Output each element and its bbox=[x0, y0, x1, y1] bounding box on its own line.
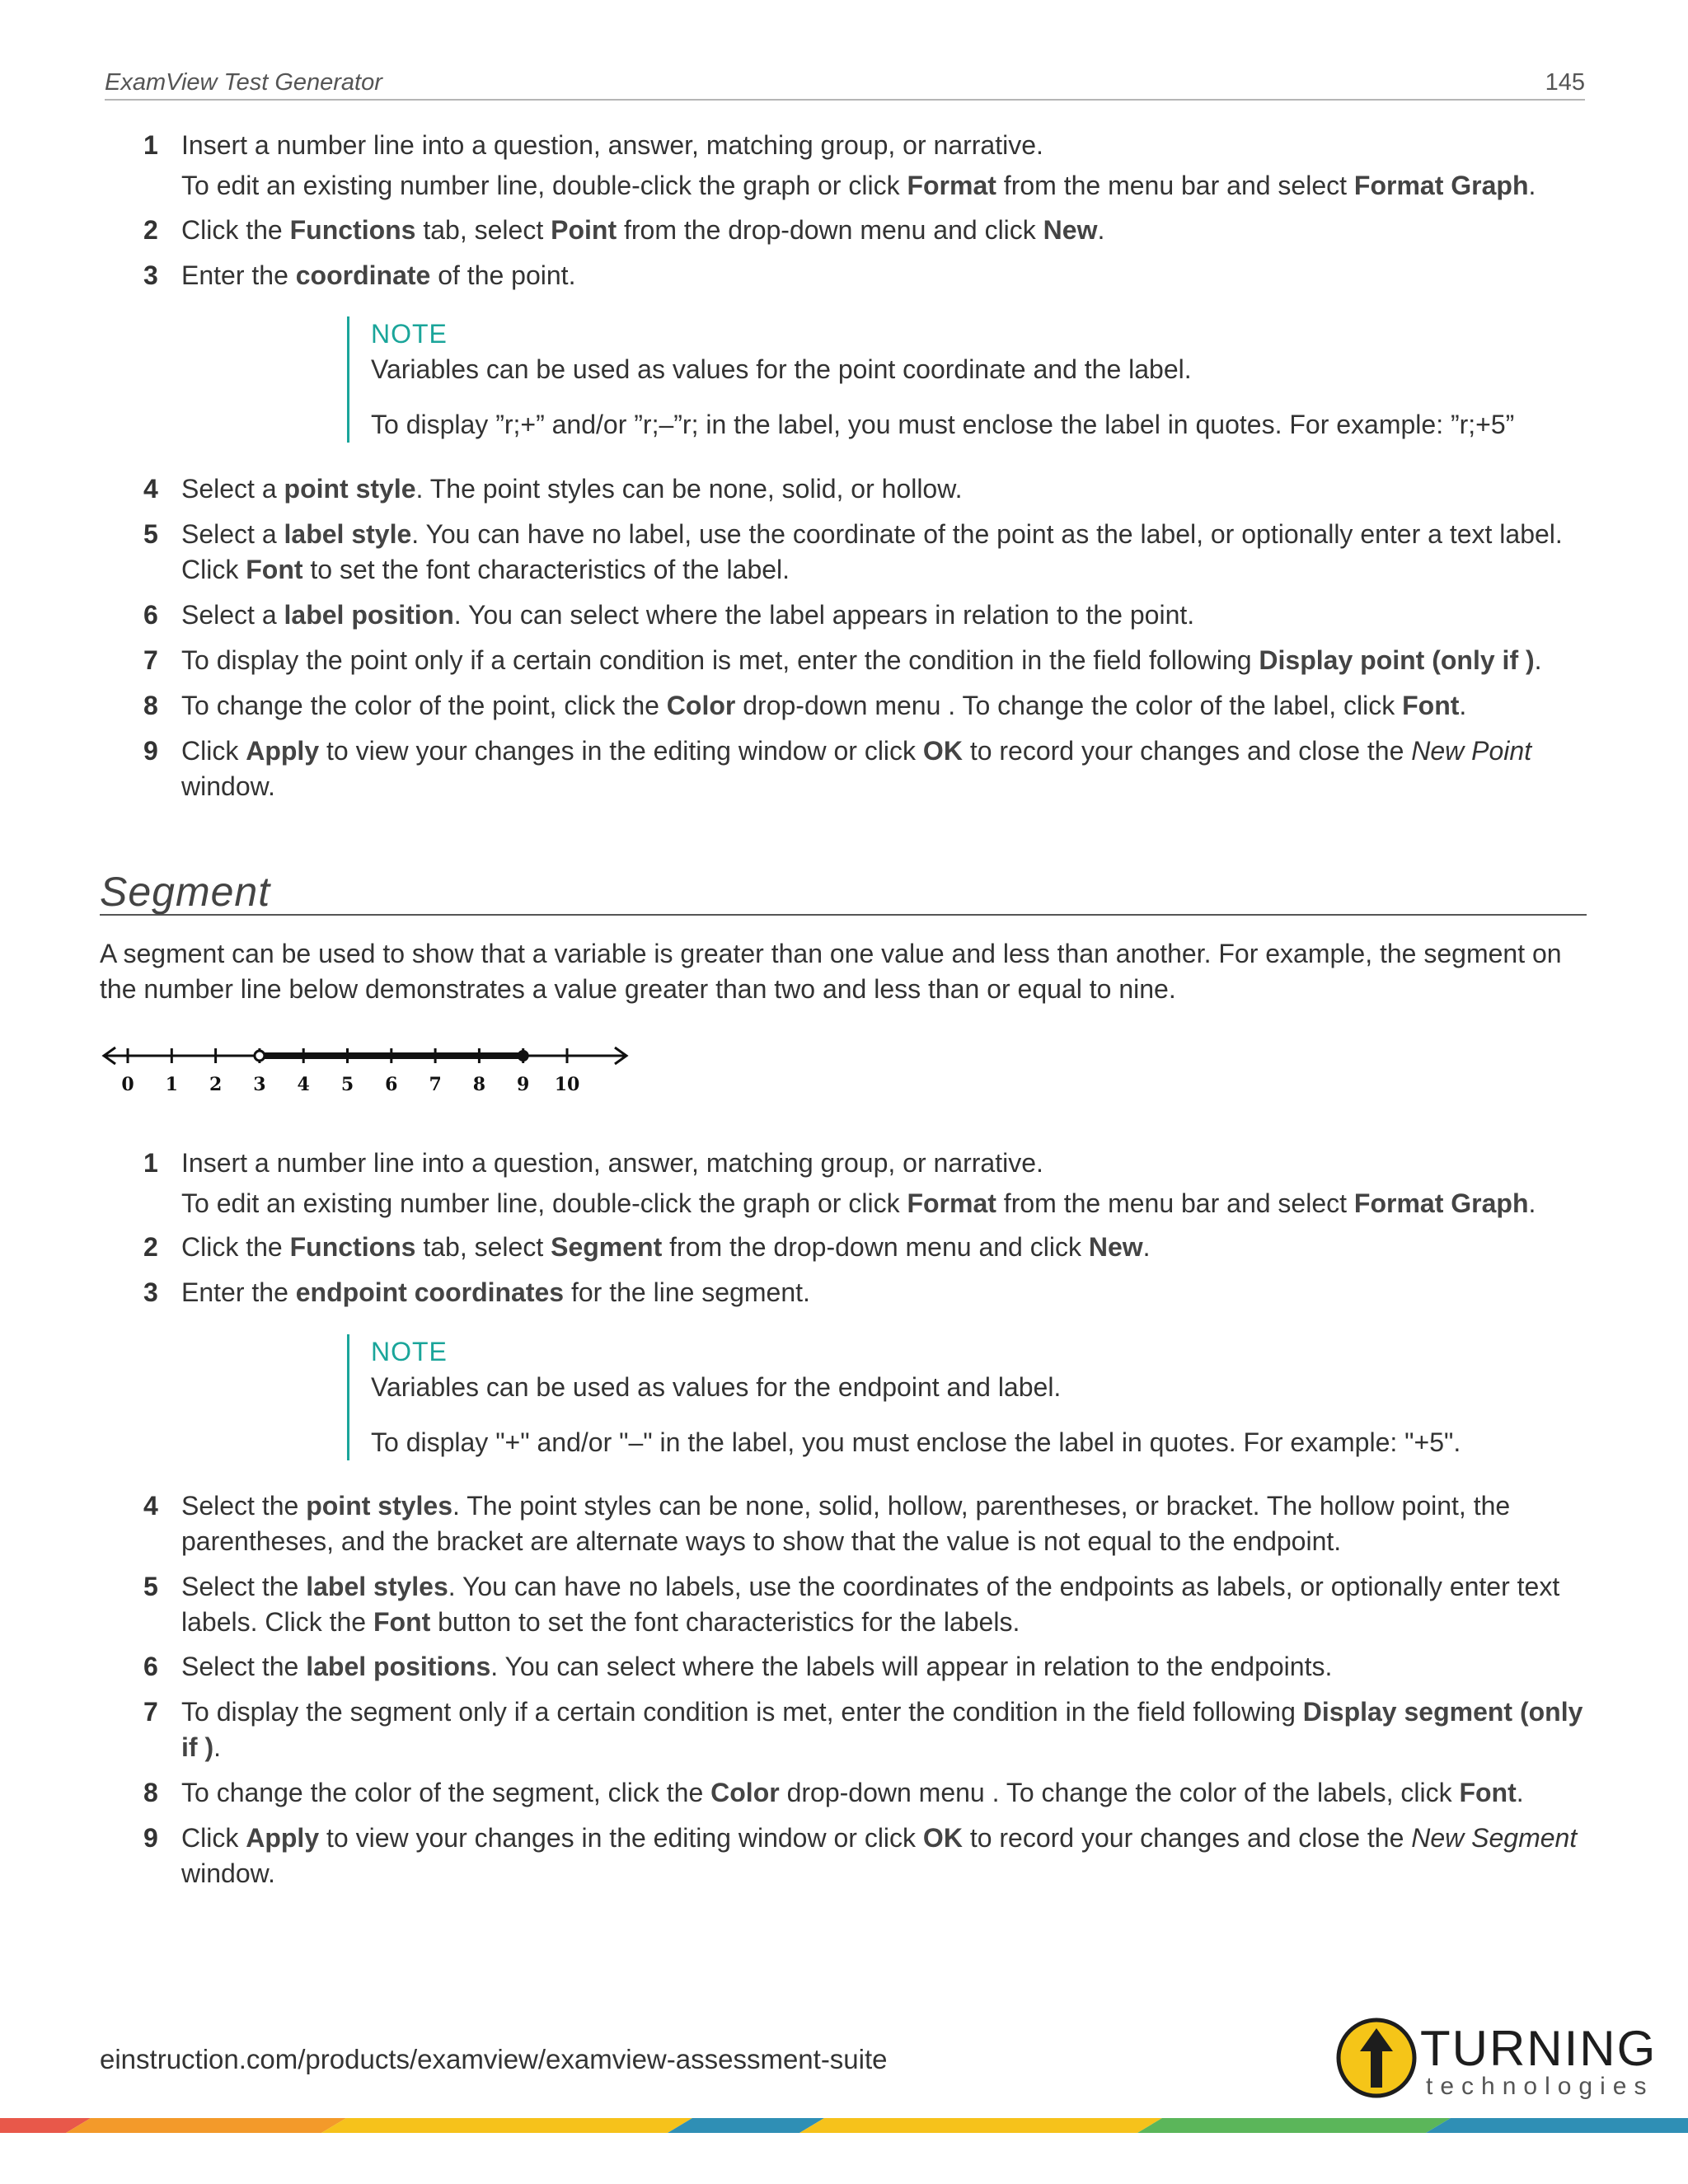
step-subtext: To edit an existing number line, double-click the graph or click Format from the menu bar and select Format Graph. bbox=[181, 1188, 1536, 1218]
step-text: Click Apply to view your changes in the editing window or click OK to record your changes and close the New Point window. bbox=[181, 736, 1532, 801]
step-number: 4 bbox=[143, 474, 158, 504]
note-text: Variables can be used as values for the point coordinate and the label. bbox=[371, 354, 1192, 384]
step-number: 2 bbox=[143, 215, 158, 245]
number-line-tick-label: 8 bbox=[472, 1074, 486, 1095]
step-text: Insert a number line into a question, answer, matching group, or narrative. bbox=[181, 130, 1043, 160]
step-number: 2 bbox=[143, 1232, 158, 1262]
step-number: 5 bbox=[143, 1572, 158, 1601]
step-text: Select the label positions. You can select where the labels will appear in relation to the endpoints. bbox=[181, 1652, 1333, 1681]
number-line-tick-label: 4 bbox=[297, 1074, 310, 1095]
number-line-tick-label: 3 bbox=[253, 1074, 266, 1095]
step-number: 4 bbox=[143, 1491, 158, 1521]
step-text: Insert a number line into a question, answer, matching group, or narrative. bbox=[181, 1148, 1043, 1178]
step-text: To display the segment only if a certain condition is met, enter the condition in the field following Display segment (only if ). bbox=[181, 1697, 1583, 1762]
step-text: Select a label style. You can have no label, use the coordinate of the point as the label, or optionally enter a text label. Click Font to set the font characteristics of the label. bbox=[181, 519, 1563, 584]
footer-url[interactable]: einstruction.com/products/examview/examview-assessment-suite bbox=[100, 2044, 888, 2074]
step-text: To change the color of the segment, click the Color drop-down menu . To change the color of the labels, click Font. bbox=[181, 1778, 1524, 1807]
number-line-tick-label: 1 bbox=[165, 1074, 178, 1095]
step-text: Click Apply to view your changes in the editing window or click OK to record your changes and close the New Segment window. bbox=[181, 1823, 1578, 1888]
number-line-figure bbox=[99, 1043, 643, 1097]
step-text: Enter the endpoint coordinates for the line segment. bbox=[181, 1277, 810, 1307]
step-number: 3 bbox=[143, 1277, 158, 1307]
step-text: Select a point style. The point styles can be none, solid, or hollow. bbox=[181, 474, 963, 504]
page-header bbox=[105, 64, 1585, 101]
step-subtext: To edit an existing number line, double-click the graph or click Format from the menu bar and select Format Graph. bbox=[181, 171, 1536, 200]
step-text: To display the point only if a certain condition is met, enter the condition in the field following Display point (only if ). bbox=[181, 645, 1542, 675]
number-line-tick-label: 10 bbox=[554, 1074, 580, 1095]
note-box bbox=[347, 316, 1607, 443]
page-number: 145 bbox=[1545, 69, 1585, 96]
segment-end-solid-point bbox=[518, 1050, 529, 1062]
number-line-tick-label: 5 bbox=[340, 1074, 354, 1095]
number-line-labels bbox=[121, 1074, 579, 1095]
section-intro: A segment can be used to show that a variable is greater than one value and less than another. For example, the segment on the number line below demonstrates a value greater than two and less than or equal to nine. bbox=[100, 939, 1562, 1004]
note-text: To display ”r;+” and/or ”r;–”r; in the label, you must enclose the label in quotes. For example: ”r;+5” bbox=[371, 410, 1515, 439]
number-line-tick-label: 9 bbox=[517, 1074, 530, 1095]
note-text: To display "+" and/or "–" in the label, you must enclose the label in quotes. For example: "+5". bbox=[371, 1427, 1461, 1457]
segment-start-hollow-point bbox=[255, 1051, 265, 1061]
step-number: 9 bbox=[143, 1823, 158, 1853]
logo-wordmark: TURNING bbox=[1420, 2021, 1658, 2076]
number-line-tick-label: 2 bbox=[209, 1074, 223, 1095]
step-number: 7 bbox=[143, 1697, 158, 1727]
step-text: Select the point styles. The point styles can be none, solid, hollow, parentheses, or bracket. The hollow point, the parentheses, and the bracket are alternate ways to show that the value is not equal to the endpoint. bbox=[181, 1491, 1511, 1556]
step-text: To change the color of the point, click the Color drop-down menu . To change the color of the label, click Font. bbox=[181, 691, 1467, 720]
number-line-tick-label: 0 bbox=[121, 1074, 134, 1095]
turning-technologies-logo bbox=[1335, 2013, 1658, 2104]
decorative-color-band bbox=[0, 2110, 1688, 2184]
note-label: NOTE bbox=[371, 1337, 448, 1366]
number-line-tick-label: 6 bbox=[385, 1074, 398, 1095]
number-line-tick-label: 7 bbox=[429, 1074, 442, 1095]
step-text: Select the label styles. You can have no labels, use the coordinates of the endpoints as labels, or optionally enter text labels. Click the Font button to set the font characteristics for the labels. bbox=[181, 1572, 1560, 1637]
note-box bbox=[347, 1334, 1607, 1460]
step-number: 6 bbox=[143, 1652, 158, 1681]
turning-arrow-logo-icon bbox=[1335, 2017, 1418, 2099]
step-number: 3 bbox=[143, 260, 158, 290]
note-label: NOTE bbox=[371, 319, 448, 349]
step-text: Click the Functions tab, select Point from the drop-down menu and click New. bbox=[181, 215, 1105, 245]
step-number: 6 bbox=[143, 600, 158, 630]
step-number: 8 bbox=[143, 1778, 158, 1807]
logo-subtext: technologies bbox=[1426, 2073, 1654, 2100]
step-text: Enter the coordinate of the point. bbox=[181, 260, 576, 290]
step-number: 8 bbox=[143, 691, 158, 720]
step-number: 1 bbox=[143, 1148, 158, 1178]
step-text: Select a label position. You can select where the label appears in relation to the point. bbox=[181, 600, 1195, 630]
document-title: ExamView Test Generator bbox=[105, 69, 382, 96]
step-number: 5 bbox=[143, 519, 158, 549]
note-text: Variables can be used as values for the endpoint and label. bbox=[371, 1372, 1062, 1402]
step-text: Click the Functions tab, select Segment from the drop-down menu and click New. bbox=[181, 1232, 1151, 1262]
section-title: Segment bbox=[100, 861, 1587, 916]
step-number: 7 bbox=[143, 645, 158, 675]
step-number: 1 bbox=[143, 130, 158, 160]
step-number: 9 bbox=[143, 736, 158, 766]
